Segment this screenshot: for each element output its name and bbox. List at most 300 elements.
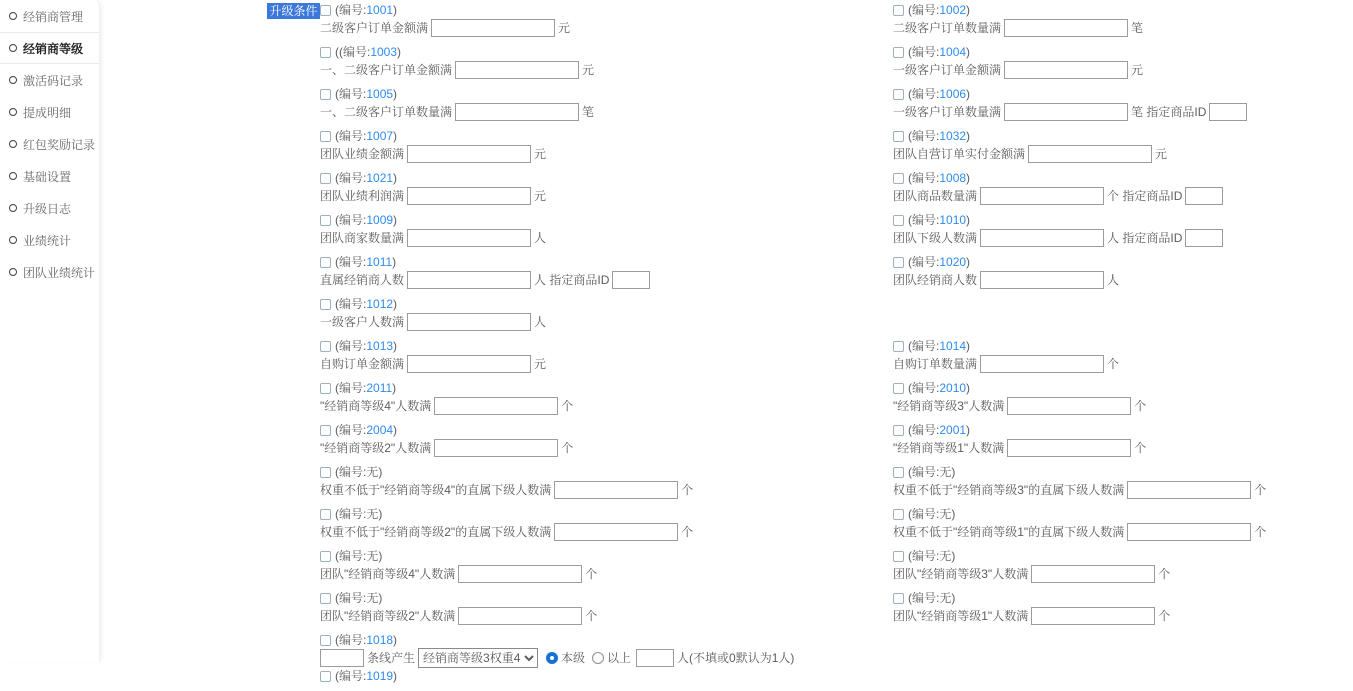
condition-body-line [893,606,1266,626]
condition-checkbox[interactable] [320,173,331,184]
condition-checkbox[interactable] [893,425,904,436]
condition-text: 条线产生 [367,651,416,665]
condition-无 [320,591,893,626]
condition-code-close: ) [397,45,402,59]
condition-label: 一、二级客户订单数量满 [320,105,453,119]
condition-value-input[interactable] [1007,397,1131,415]
condition-unit: 元 [582,63,595,77]
radio-label: 本级 [561,651,586,665]
condition-label: 一级客户人数满 [320,315,405,329]
condition-checkbox[interactable] [893,215,904,226]
condition-unit: 元 [1155,147,1168,161]
condition-label: 权重不低于"经销商等级4"的直属下级人数满 [320,483,552,497]
condition-code-prefix: (编号: [335,255,367,269]
condition-code-number: 无 [939,465,952,479]
condition-code-prefix: (编号: [908,423,940,437]
condition-checkbox[interactable] [320,5,331,16]
condition-unit: 个 [561,399,574,413]
condition-header-line [893,3,1266,17]
condition-code-close: ) [393,339,398,353]
condition-checkbox[interactable] [320,131,331,142]
condition-code-close: ) [378,591,383,605]
condition-header-line [320,423,893,437]
condition-code-prefix: ((编号: [335,45,371,59]
condition-code-prefix: (编号: [335,171,367,185]
condition-unit: 个 [1134,399,1147,413]
condition-value-input[interactable] [980,229,1104,247]
condition-unit: 个 [1254,525,1267,539]
condition-code-prefix: (编号: [335,87,367,101]
condition-code-prefix: (编号: [908,3,940,17]
condition-checkbox[interactable] [893,509,904,520]
radio-dot [550,656,554,660]
circle-bullet-icon [9,12,17,20]
condition-code-close: ) [951,591,956,605]
circle-bullet-icon [9,268,17,276]
condition-value-input[interactable] [434,397,558,415]
condition-code-number: 1005 [366,87,394,101]
condition-header-line [893,129,1266,143]
condition-label: 二级客户订单金额满 [320,21,429,35]
condition-code-prefix: (编号: [335,633,367,647]
sidebar-item-label: 经销商管理 [23,9,84,24]
condition-tail-text: 人(不填或0默认为1人) [677,651,795,665]
condition-header-line [893,549,1266,563]
condition-checkbox[interactable] [893,467,904,478]
condition-header-line [893,171,1266,185]
condition-code-prefix: (编号: [335,465,367,479]
condition-header-line [320,633,893,647]
condition-checkbox[interactable] [320,257,331,268]
condition-body-line [893,438,1266,458]
condition-code-number: 2001 [939,423,967,437]
condition-body-line [320,102,893,122]
condition-code-prefix: (编号: [335,339,367,353]
product-id-input[interactable] [612,271,650,289]
condition-header-line [320,381,893,395]
condition-header-line [893,465,1266,479]
circle-bullet-icon [9,76,17,84]
condition-code-number: 1018 [366,633,394,647]
condition-extra-label: 指定商品ID [1143,105,1207,119]
condition-value-input[interactable] [1127,481,1251,499]
section-label: 升级条件 [267,3,320,19]
condition-1018 [320,633,893,668]
condition-1003 [320,45,893,80]
condition-header-line [320,3,893,17]
condition-unit: 人 [1107,231,1120,245]
condition-checkbox[interactable] [320,551,331,562]
condition-body-line [320,648,893,668]
condition-code-prefix: (编号: [908,171,940,185]
condition-body-line [320,186,893,206]
condition-checkbox[interactable] [320,593,331,604]
condition-value-input[interactable] [554,523,678,541]
condition-value-input[interactable] [407,187,531,205]
condition-value-input[interactable] [1004,103,1128,121]
condition-code-prefix: (编号: [335,549,367,563]
condition-code-number: 2011 [366,381,393,395]
condition-code-close: ) [951,549,956,563]
condition-body-line [893,480,1266,500]
condition-value-input[interactable] [458,607,582,625]
condition-label: 团队自营订单实付金额满 [893,147,1026,161]
sidebar-item-7[interactable] [0,192,99,224]
condition-code-number: 无 [939,549,952,563]
condition-body-line [893,228,1266,248]
circle-bullet-icon [9,140,17,148]
condition-code-number: 无 [366,465,379,479]
sidebar-item-label: 经销商等级 [23,41,84,56]
condition-checkbox[interactable] [320,467,331,478]
condition-label: 团队"经销商等级3"人数满 [893,567,1029,581]
condition-code-number: 1010 [939,213,967,227]
condition-checkbox[interactable] [320,341,331,352]
condition-header-line [320,507,893,521]
condition-无 [320,549,893,584]
condition-value-input[interactable] [455,61,579,79]
condition-value-input[interactable] [980,271,1104,289]
condition-header-line [320,45,893,59]
condition-label: 团队"经销商等级1"人数满 [893,609,1029,623]
radio-label: 以上 [607,651,632,665]
upgrade-conditions-row [100,3,1353,691]
condition-header-line [893,87,1266,101]
sidebar [0,0,100,662]
condition-code-close: ) [393,129,398,143]
condition-code-prefix: (编号: [335,213,367,227]
condition-body-line [320,270,893,290]
condition-code-prefix: (编号: [335,381,367,395]
condition-label: 自购订单数量满 [893,357,978,371]
condition-code-close: ) [378,507,383,521]
condition-body-line [320,396,893,416]
condition-checkbox[interactable] [320,635,331,646]
condition-unit: 个 [1158,609,1171,623]
main-content [100,0,1353,683]
condition-1005 [320,87,893,122]
product-id-input[interactable] [1185,229,1223,247]
condition-value-input[interactable] [407,355,531,373]
condition-checkbox[interactable] [893,551,904,562]
sidebar-item-2[interactable] [0,32,99,64]
condition-empty-cell [893,669,1266,684]
condition-label: 团队商家数量满 [320,231,405,245]
condition-body-line [893,270,1266,290]
condition-checkbox[interactable] [893,383,904,394]
condition-1013 [320,339,893,374]
condition-code-number: 2010 [939,381,967,395]
condition-label: 二级客户订单数量满 [893,21,1002,35]
condition-value-input[interactable] [554,481,678,499]
condition-code-number: 无 [939,591,952,605]
condition-code-prefix: (编号: [335,507,367,521]
condition-checkbox[interactable] [893,593,904,604]
condition-body-line [893,102,1266,122]
condition-code-prefix: (编号: [335,129,367,143]
sidebar-item-label: 红包奖励记录 [23,137,96,152]
condition-code-close: ) [392,255,397,269]
condition-label: 直属经销商人数 [320,273,405,287]
condition-header-line [893,213,1266,227]
condition-body-line [893,18,1266,38]
condition-value-input[interactable] [1127,523,1251,541]
condition-unit: 人 [1107,273,1120,287]
condition-value-input[interactable] [407,271,531,289]
sidebar-item-1[interactable] [0,0,99,32]
condition-checkbox[interactable] [320,47,331,58]
circle-bullet-icon [9,108,17,116]
condition-value-input[interactable] [1028,145,1152,163]
condition-unit: 个 [1107,357,1120,371]
sidebar-item-9[interactable] [0,256,99,288]
condition-body-line [320,18,893,38]
condition-code-close: ) [966,45,971,59]
condition-body-line [320,606,893,626]
condition-code-number: 无 [366,507,379,521]
condition-empty-cell [893,297,1266,332]
sidebar-item-4[interactable] [0,96,99,128]
condition-header-line [893,381,1266,395]
condition-unit: 人 [534,273,547,287]
condition-body-line [320,438,893,458]
condition-body-line [893,186,1266,206]
condition-code-number: 1004 [939,45,967,59]
condition-2004 [320,423,893,458]
condition-body-line [320,312,893,332]
condition-value-input[interactable] [1004,19,1128,37]
condition-label: 团队业绩利润满 [320,189,405,203]
sidebar-item-label: 基础设置 [23,169,72,184]
condition-code-number: 1020 [939,255,967,269]
condition-value-input[interactable] [1031,565,1155,583]
condition-label: 团队经销商人数 [893,273,978,287]
condition-value-input[interactable] [431,19,555,37]
condition-code-close: ) [966,171,971,185]
condition-empty-cell [893,633,1266,662]
circle-bullet-icon [9,172,17,180]
condition-code-number: 无 [366,549,379,563]
condition-code-close: ) [966,381,971,395]
condition-code-close: ) [966,255,971,269]
condition-checkbox[interactable] [320,509,331,520]
condition-code-number: 1002 [939,3,967,17]
condition-value-input[interactable] [980,187,1104,205]
condition-label: "经销商等级1"人数满 [893,441,1005,455]
condition-code-close: ) [393,171,398,185]
condition-body-line [320,144,893,164]
condition-1009 [320,213,893,248]
condition-1021 [320,171,893,206]
condition-label: "经销商等级3"人数满 [893,399,1005,413]
condition-1002 [893,3,1266,38]
condition-1011 [320,255,893,290]
condition-code-close: ) [393,213,398,227]
condition-code-prefix: (编号: [908,213,940,227]
condition-code-number: 无 [939,507,952,521]
condition-extra-label: 指定商品ID [1119,189,1183,203]
lines-count-input[interactable] [320,649,364,667]
condition-header-line [320,255,893,269]
condition-checkbox[interactable] [320,89,331,100]
condition-2001 [893,423,1266,458]
condition-checkbox[interactable] [893,257,904,268]
condition-1014 [893,339,1266,374]
condition-value-input[interactable] [1004,61,1128,79]
condition-unit: 元 [534,147,547,161]
circle-bullet-icon [9,236,17,244]
condition-header-line [320,213,893,227]
condition-header-line [893,591,1266,605]
condition-code-number: 1007 [366,129,394,143]
condition-unit: 个 [681,483,694,497]
condition-code-close: ) [966,423,971,437]
condition-code-number: 1021 [366,171,394,185]
sidebar-item-5[interactable] [0,128,99,160]
condition-code-prefix: (编号: [908,45,940,59]
condition-label: 权重不低于"经销商等级1"的直属下级人数满 [893,525,1125,539]
condition-无 [893,465,1266,500]
condition-code-close: ) [393,633,398,647]
condition-label: 团队"经销商等级2"人数满 [320,609,456,623]
condition-1020 [893,255,1266,290]
level-weight-select[interactable] [418,648,538,668]
condition-unit: 笔 [1131,105,1144,119]
condition-code-number: 1006 [939,87,967,101]
condition-body-line [893,144,1266,164]
condition-2010 [893,381,1266,416]
condition-code-close: ) [393,297,398,311]
condition-label: 一、二级客户订单金额满 [320,63,453,77]
condition-code-close: ) [393,669,398,683]
people-count-input[interactable] [636,649,674,667]
condition-value-input[interactable] [434,439,558,457]
sidebar-item-3[interactable] [0,64,99,96]
condition-header-line [893,507,1266,521]
condition-label: 团队下级人数满 [893,231,978,245]
condition-checkbox[interactable] [320,425,331,436]
condition-value-input[interactable] [1007,439,1131,457]
condition-code-close: ) [393,3,398,17]
condition-code-close: ) [393,87,398,101]
condition-value-input[interactable] [458,565,582,583]
condition-code-prefix: (编号: [908,87,940,101]
condition-value-input[interactable] [407,229,531,247]
condition-header-line [893,423,1266,437]
condition-code-prefix: (编号: [335,297,367,311]
condition-body-line [893,522,1266,542]
condition-1006 [893,87,1266,122]
sidebar-item-8[interactable] [0,224,99,256]
condition-value-input[interactable] [407,145,531,163]
condition-label: 团队"经销商等级4"人数满 [320,567,456,581]
condition-unit: 个 [681,525,694,539]
condition-label: "经销商等级4"人数满 [320,399,432,413]
condition-header-line [320,339,893,353]
condition-label: 团队业绩金额满 [320,147,405,161]
condition-label: 一级客户订单金额满 [893,63,1002,77]
condition-body-line [320,228,893,248]
condition-checkbox[interactable] [893,5,904,16]
condition-value-input[interactable] [1031,607,1155,625]
condition-checkbox[interactable] [893,341,904,352]
condition-code-close: ) [951,507,956,521]
condition-checkbox[interactable] [893,89,904,100]
condition-unit: 元 [534,189,547,203]
condition-label: 权重不低于"经销商等级3"的直属下级人数满 [893,483,1125,497]
condition-code-number: 2004 [366,423,394,437]
condition-checkbox[interactable] [320,299,331,310]
sidebar-item-6[interactable] [0,160,99,192]
condition-unit: 笔 [1131,21,1144,35]
condition-value-input[interactable] [980,355,1104,373]
condition-header-line [893,45,1266,59]
condition-header-line [893,255,1266,269]
condition-checkbox[interactable] [893,173,904,184]
condition-code-close: ) [966,339,971,353]
condition-value-input[interactable] [455,103,579,121]
condition-无 [893,591,1266,626]
radio-same-level[interactable] [546,652,558,664]
condition-unit: 个 [585,567,598,581]
condition-extra-label: 指定商品ID [1119,231,1183,245]
condition-code-close: ) [378,549,383,563]
sidebar-item-label: 激活码记录 [23,73,84,88]
condition-无 [893,549,1266,584]
condition-code-number: 1012 [366,297,394,311]
condition-header-line [320,129,893,143]
condition-body-line [320,480,893,500]
condition-header-line [320,297,893,311]
condition-code-prefix: (编号: [335,669,367,683]
condition-无 [320,465,893,500]
radio-above-level[interactable] [592,652,604,664]
condition-body-line [320,60,893,80]
condition-code-number: 1009 [366,213,394,227]
condition-1012 [320,297,893,332]
condition-value-input[interactable] [407,313,531,331]
condition-code-prefix: (编号: [335,423,367,437]
condition-body-line [320,354,893,374]
condition-code-close: ) [966,129,971,143]
condition-code-prefix: (编号: [908,549,940,563]
condition-checkbox[interactable] [320,671,331,682]
condition-code-prefix: (编号: [335,591,367,605]
condition-unit: 个 [1134,441,1147,455]
condition-code-number: 1001 [366,3,394,17]
condition-checkbox[interactable] [893,47,904,58]
condition-label: 团队商品数量满 [893,189,978,203]
condition-2011 [320,381,893,416]
condition-header-line [320,87,893,101]
condition-checkbox[interactable] [320,383,331,394]
conditions-grid [320,3,1266,691]
condition-code-prefix: (编号: [908,129,940,143]
product-id-input[interactable] [1209,103,1247,121]
condition-unit: 个 [1254,483,1267,497]
condition-1001 [320,3,893,38]
condition-code-close: ) [966,3,971,17]
product-id-input[interactable] [1185,187,1223,205]
condition-code-close: ) [966,213,971,227]
condition-unit: 个 [561,441,574,455]
condition-code-close: ) [393,423,398,437]
condition-header-line [320,591,893,605]
condition-code-prefix: (编号: [335,3,367,17]
condition-checkbox[interactable] [320,215,331,226]
condition-checkbox[interactable] [893,131,904,142]
condition-code-number: 1019 [366,669,394,683]
